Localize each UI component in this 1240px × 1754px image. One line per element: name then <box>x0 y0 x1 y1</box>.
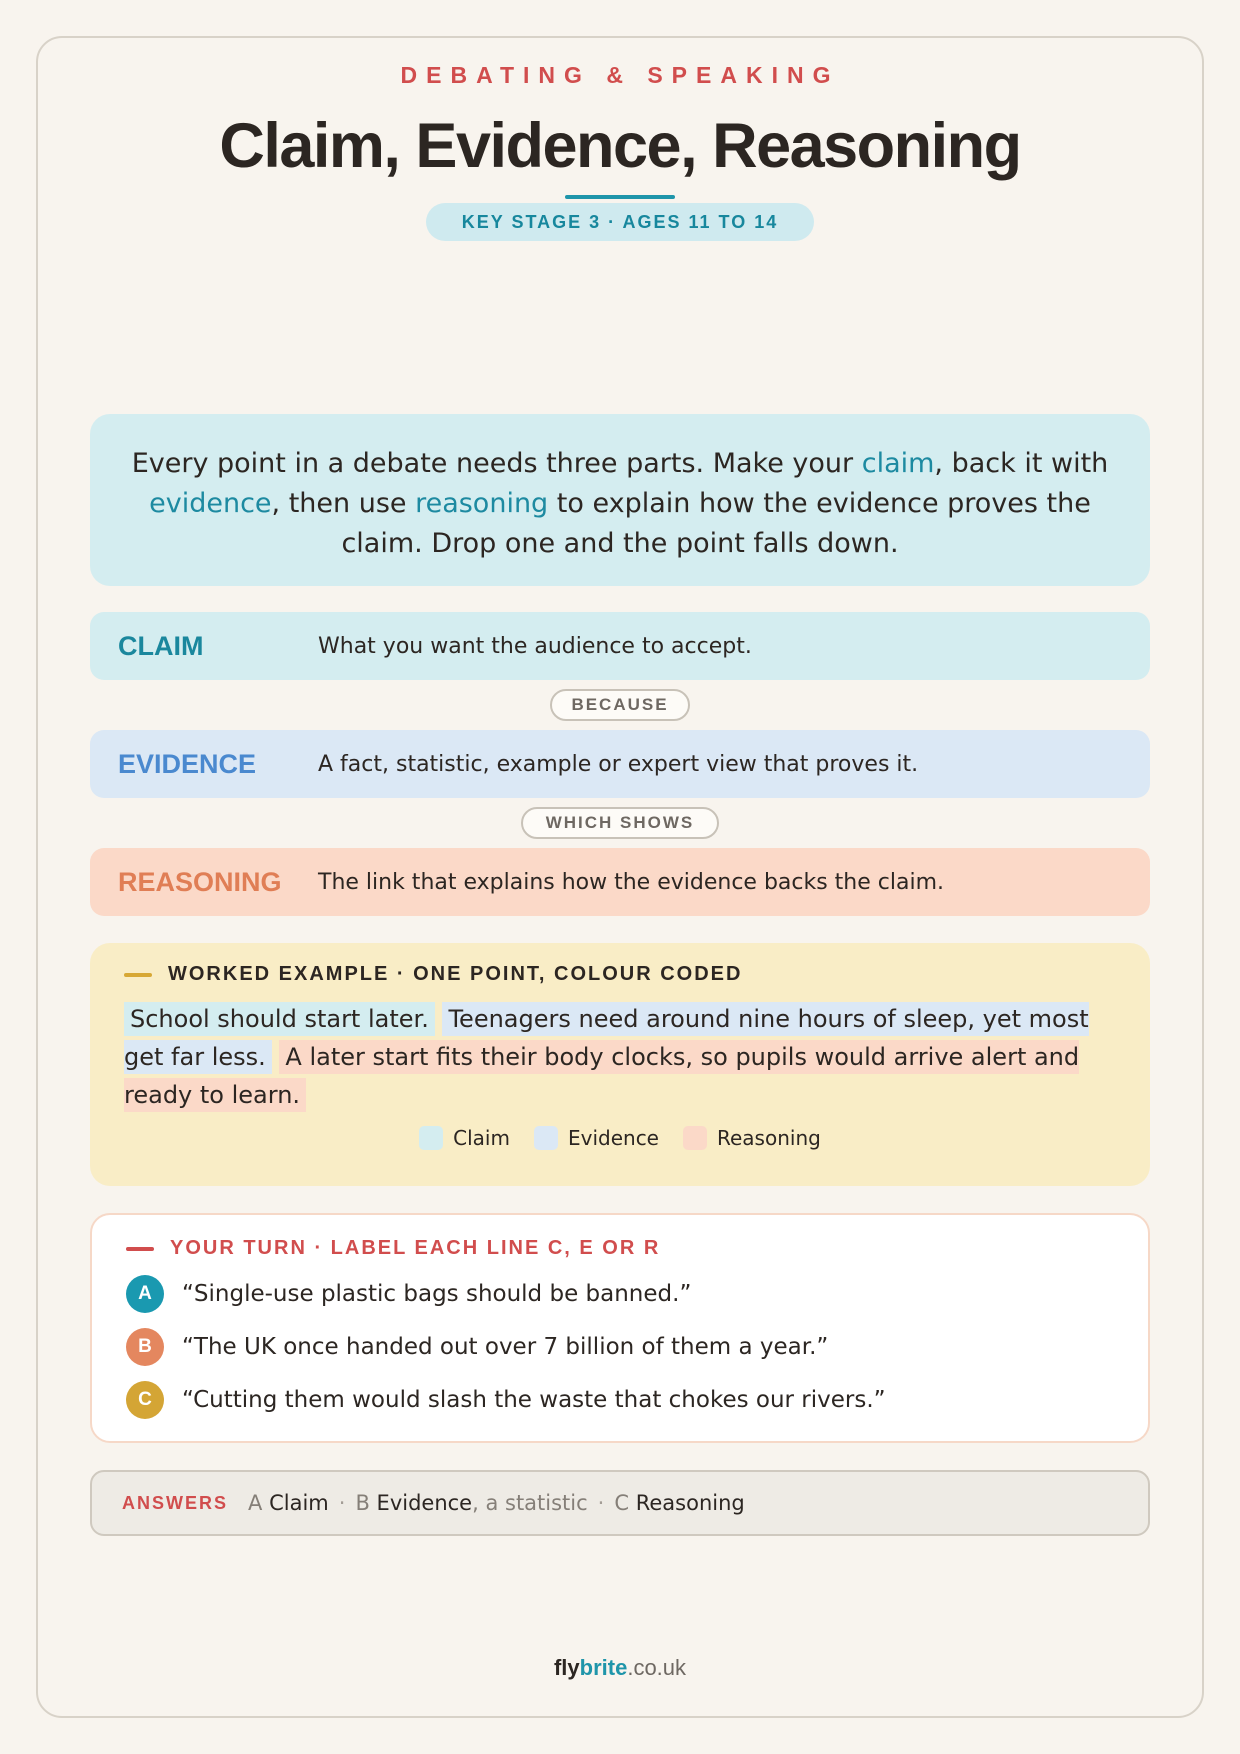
heading-dash-icon <box>126 1247 154 1251</box>
legend-label: Claim <box>453 1126 510 1150</box>
question-text: “The UK once handed out over 7 billion of them a year.” <box>182 1334 829 1360</box>
intro-claim-word: claim <box>861 448 935 479</box>
question-c <box>126 1381 1114 1419</box>
brand-brite: brite <box>579 1655 628 1680</box>
footer-brand <box>0 1655 1240 1681</box>
kicker: DEBATING & SPEAKING <box>400 62 840 88</box>
your-turn-box <box>90 1213 1150 1443</box>
your-turn-title: YOUR TURN · LABEL EACH LINE C, E OR R <box>170 1237 661 1259</box>
reasoning-row <box>90 848 1150 916</box>
worked-example-title: WORKED EXAMPLE · ONE POINT, COLOUR CODED <box>168 963 743 985</box>
your-turn-heading <box>126 1237 1114 1260</box>
page-title: Claim, Evidence, Reasoning <box>219 111 1021 181</box>
reasoning-swatch-icon <box>683 1126 707 1150</box>
key-stage-badge: KEY STAGE 3 · AGES 11 TO 14 <box>426 203 814 241</box>
answer-separator: · <box>597 1491 605 1515</box>
brand-fly: fly <box>553 1655 580 1680</box>
answer-a-value: Claim <box>269 1491 329 1515</box>
intro-reasoning-word: reasoning <box>415 488 549 519</box>
question-text: “Cutting them would slash the waste that chokes our rivers.” <box>182 1387 886 1413</box>
intro-text-3: , then use <box>271 488 416 519</box>
claim-description: What you want the audience to accept. <box>318 633 752 659</box>
evidence-description: A fact, statistic, example or expert view that proves it. <box>318 751 919 777</box>
legend-item-evidence <box>534 1126 659 1150</box>
intro-text-4: to explain how the evidence proves the claim. Drop one and the point falls down. <box>341 488 1091 559</box>
example-reasoning: A later start fits their body clocks, so pupils would arrive alert and ready to learn. <box>124 1040 1079 1112</box>
answers-label: ANSWERS <box>122 1492 229 1513</box>
legend-item-claim <box>419 1126 510 1150</box>
example-claim: School should start later. <box>124 1002 435 1036</box>
question-text: “Single-use plastic bags should be banned.” <box>182 1281 692 1307</box>
worked-example-box <box>90 943 1150 1186</box>
which-shows-connector: WHICH SHOWS <box>521 807 719 839</box>
answer-b-note: , a statistic <box>472 1491 588 1515</box>
reasoning-label: REASONING <box>118 866 282 897</box>
intro-text-1: Every point in a debate needs three parts. Make your <box>131 448 862 479</box>
legend-label: Evidence <box>567 1126 659 1150</box>
colour-legend <box>124 1126 1116 1150</box>
answer-c-letter: C <box>614 1491 630 1515</box>
question-b <box>126 1328 1114 1366</box>
claim-label: CLAIM <box>118 630 204 661</box>
legend-label: Reasoning <box>717 1126 821 1150</box>
worked-example-heading <box>124 963 1116 986</box>
claim-row <box>90 612 1150 680</box>
claim-swatch-icon <box>419 1126 443 1150</box>
answer-separator: · <box>338 1491 346 1515</box>
header <box>0 62 1240 247</box>
answer-b-letter: B <box>355 1491 370 1515</box>
question-a <box>126 1275 1114 1313</box>
intro-box <box>90 414 1150 586</box>
reasoning-description: The link that explains how the evidence backs the claim. <box>318 869 945 895</box>
stage-wrap <box>0 187 1240 247</box>
evidence-swatch-icon <box>534 1126 558 1150</box>
evidence-label: EVIDENCE <box>118 748 257 779</box>
badge-b: B <box>126 1328 164 1366</box>
legend-item-reasoning <box>683 1126 821 1150</box>
example-evidence: Teenagers need around nine hours of sleep, yet most get far less. <box>124 1002 1089 1074</box>
answer-b-value: Evidence <box>376 1491 473 1515</box>
because-connector: BECAUSE <box>550 689 690 721</box>
badge-c: C <box>126 1381 164 1419</box>
answer-a-letter: A <box>248 1491 263 1515</box>
answers-bar <box>90 1470 1150 1536</box>
intro-evidence-word: evidence <box>149 488 272 519</box>
evidence-row <box>90 730 1150 798</box>
intro-text-2: , back it with <box>934 448 1109 479</box>
heading-dash-icon <box>124 973 152 977</box>
answer-c-value: Reasoning <box>635 1491 745 1515</box>
badge-a: A <box>126 1275 164 1313</box>
brand-domain: .co.uk <box>627 1655 687 1680</box>
worked-example-text <box>124 1000 1116 1114</box>
title-underline <box>565 195 675 199</box>
